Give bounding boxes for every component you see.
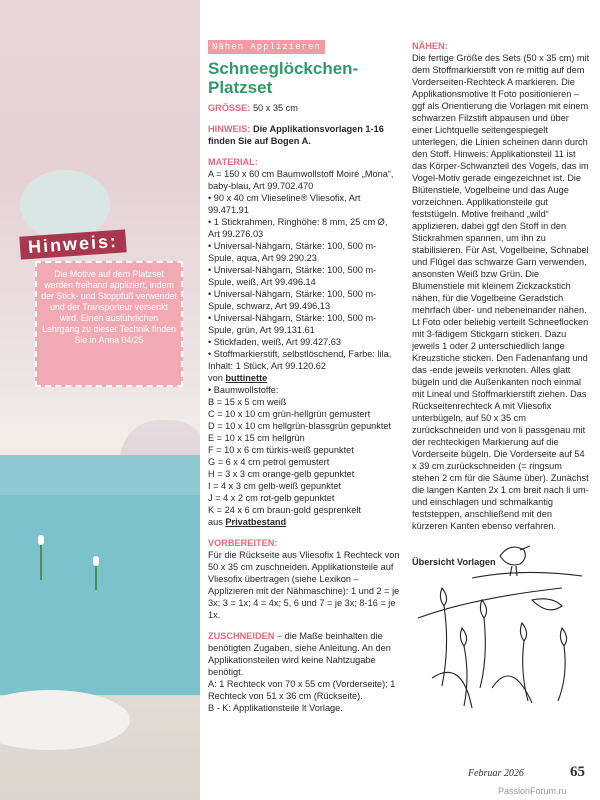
material-item: • Stoffmarkierstift, selbstlöschend, Farbe: lila, Inhalt: 1 Stück, Art 99.120.62: [208, 349, 392, 371]
fabric-item: E = 10 x 15 cm hellgrün: [208, 433, 305, 443]
source-prefix: aus: [208, 517, 223, 527]
snowdrop-outline: [520, 623, 526, 641]
category-kicker: Nähen Applizieren: [208, 40, 325, 54]
fabric-item: J = 4 x 2 cm rot-gelb gepunktet: [208, 493, 335, 503]
overview-title: Übersicht Vorlagen: [412, 557, 496, 567]
cut-a-line: A: 1 Rechteck von 70 x 55 cm (Vorderseite); 1 Rechteck von 51 x 36 cm (Rückseite).: [208, 679, 396, 701]
snowdrop-outline: [480, 600, 486, 618]
snowdrop-flower: [38, 535, 44, 545]
fabric-item: I = 4 x 3 cm gelb-weiß gepunktet: [208, 481, 342, 491]
size-line: [208, 102, 400, 114]
cut-label: ZUSCHNEIDEN –: [208, 631, 283, 641]
fabric-item: D = 10 x 10 cm hellgrün-blassgrün gepunktet: [208, 421, 392, 431]
background-blur: [20, 170, 110, 240]
material-item: • Universal-Nähgarn, Stärke: 100, 500 m-Spule, weiß, Art 99.496.14: [208, 265, 377, 287]
material-item: • Universal-Nähgarn, Stärke: 100, 500 m-Spule, schwarz, Art 99.496.13: [208, 289, 377, 311]
branch-line: [472, 572, 582, 578]
bird-legs: [510, 566, 517, 576]
source-line: [208, 516, 400, 528]
bird-body-outline: [532, 599, 562, 610]
size-value: 50 x 35 cm: [252, 103, 298, 113]
fabric-list: [208, 384, 400, 516]
hinweis-text: Die Motive auf dem Platzset werden freihand appliziert, indem der Stick- und Stoppfuß verwendet und der Transporteur versenkt wird. Einen ausführlichen Lehrgang zu dieser Technik finden Sie in Anna 04/25: [35, 261, 183, 387]
prepare-text: Für die Rückseite aus Vliesofix 1 Rechteck von 50 x 35 cm zuschneiden. Applikationsteile auf Vliesofix übertragen (siehe Lexikon – Applizieren mit der Nähmaschine): 1 und 2 = je 3x; 3 = 1x; 4 = 4x; 5, 6 und 7 = je 3x; 8-16 = je 1x.: [208, 550, 400, 620]
fabric-item: C = 10 x 10 cm grün-hellgrün gemustert: [208, 409, 371, 419]
page-number: 65: [570, 764, 585, 780]
material-item: A = 150 x 60 cm Baumwollstoff Moiré „Mona“, baby-blau, Art 99.702.470: [208, 169, 394, 191]
cut-text: die Maße beinhalten die benötigten Zugaben, siehe Anleitung. An den Applikationsteilen wird keine Nahtzugabe benötigt.: [208, 631, 391, 677]
fabric-item: • Baumwollstoffe:: [208, 385, 279, 395]
title-line: Schneeglöckchen-: [208, 59, 359, 78]
cut-paragraph: [208, 630, 400, 678]
fabric-item: H = 3 x 3 cm orange-gelb gepunktet: [208, 469, 355, 479]
supplier-line: [208, 372, 400, 384]
fabric-item: B = 15 x 5 cm weiß: [208, 397, 287, 407]
size-label: GRÖSSE:: [208, 103, 251, 113]
placemat-edge: [0, 455, 200, 495]
fabric-item: G = 6 x 4 cm petrol gemustert: [208, 457, 330, 467]
fabric-item: F = 10 x 6 cm türkis-weiß gepunktet: [208, 445, 354, 455]
source-name: Privatbestand: [225, 517, 287, 527]
material-item: • Universal-Nähgarn, Stärke: 100, 500 m-Spule, aqua, Art 99.290.23: [208, 241, 377, 263]
sew-label: NÄHEN:: [412, 41, 448, 51]
material-label: MATERIAL:: [208, 157, 258, 167]
hinweis-title: Hinweis:: [19, 229, 126, 259]
watermark: PassionForum.ru: [498, 786, 567, 796]
note-line: [208, 123, 400, 147]
material-item: • 90 x 40 cm Vlieseline® Vliesofix, Art 99.471.91: [208, 193, 361, 215]
column-right: [412, 40, 590, 568]
hinweis-box: [10, 230, 190, 391]
material-item: • Universal-Nähgarn, Stärke: 100, 500 m-Spule, grün, Art 99.131.61: [208, 313, 377, 335]
column-left: [208, 40, 400, 714]
cut-bk-line: B - K: Applikationsteile lt Vorlage.: [208, 703, 343, 713]
bird-beak: [520, 546, 530, 550]
note-label: HINWEIS:: [208, 124, 251, 134]
cup-photo: [0, 690, 130, 750]
article-title: [208, 59, 400, 97]
sew-text: Die fertige Größe des Sets (50 x 35 cm) mit dem Stoffmarkierstift von re mittig auf dem Vorderseiten-Rechteck A markieren. Die Applikationsmotive lt Foto positionieren – ggf als Orientierung die Vorlagen mit einem schwarzen Filzstift abpausen und über einer Lichtquelle seitengespiegelt unterlegen, die Linien scheinen dann durch den Stoff. Hinweis: Applikationsteil 11 ist das Körper-Schwanzteil des Vogels, das im Vogel-Motiv gerade eingezeichnet ist. Die Blütenstiele, Vogelbeine und das Auge vorzeichnen. Applikationsteile gut feststügeln. Motive freihand „wild“ applizieren, dabei ggf den Stoff in den Stickrahmen spannen, um ihn zu stabilisieren. Für Ast, Vogelbeine, Schnabel und Flügel das schwarze Garn verwenden, ansonsten Weiß bzw Grün. Die Blumenstiele mit kleinem Zickzackstich nähen, für die Vogelbeine Geradstich mehrfach über- und nebeneinander nähen. Lt Foto oder beliebig verteilt Schneeflocken mit 3-fädigem Stickgarn sticken. Dazu jeweils 1 oder 2 unterschiedlich lange Kreuzstiche sticken. Den Fadenanfang und das -ende jeweils verknoten. Alles glatt bügeln und die Außenkanten noch einmal mit Lineal und Stoffmarkierstift ziehen. Das Rückseitenrechteck A mit Vliesofix unterbügeln, auf 50 x 35 cm zurückschneiden und von li passgenau mit der rechteckigen Markierung auf die Vorderseite bügeln. Die Vorderseite auf 54 x 39 cm zurückschneiden (= ringsum stehen 2 cm für die Säume über). Zunächst die langen Kanten 2x 1 cm breit nach li um- und einschlagen und schmalkantig feststeppen, anschließend mit den kürzeren Kanten ebenso verfahren.: [412, 53, 590, 531]
supplier-brand: buttinette: [225, 373, 268, 383]
supplier-prefix: von: [208, 373, 223, 383]
product-photo: [0, 0, 200, 800]
snowdrop-outline: [440, 588, 446, 606]
material-item: • Stickfaden, weiß, Art 99.427.63: [208, 337, 341, 347]
snowdrop-flower: [93, 556, 99, 566]
material-list: [208, 168, 400, 372]
snowdrop-outline: [460, 628, 466, 646]
title-line: Platzset: [208, 78, 273, 97]
template-sketch: [412, 528, 592, 728]
note-text: Die Applikationsvorlagen 1-16 finden Sie auf Bogen A.: [208, 124, 384, 146]
prepare-label: VORBEREITEN:: [208, 538, 278, 548]
fabric-item: K = 24 x 6 cm braun-gold gesprenkelt: [208, 505, 361, 515]
snowdrop-stem: [40, 540, 42, 580]
material-item: • 1 Stickrahmen, Ringhöhe: 8 mm, 25 cm Ø, Art 99.276.03: [208, 217, 388, 239]
issue-date: Februar 2026: [468, 768, 524, 779]
snowdrop-outline: [560, 628, 566, 646]
